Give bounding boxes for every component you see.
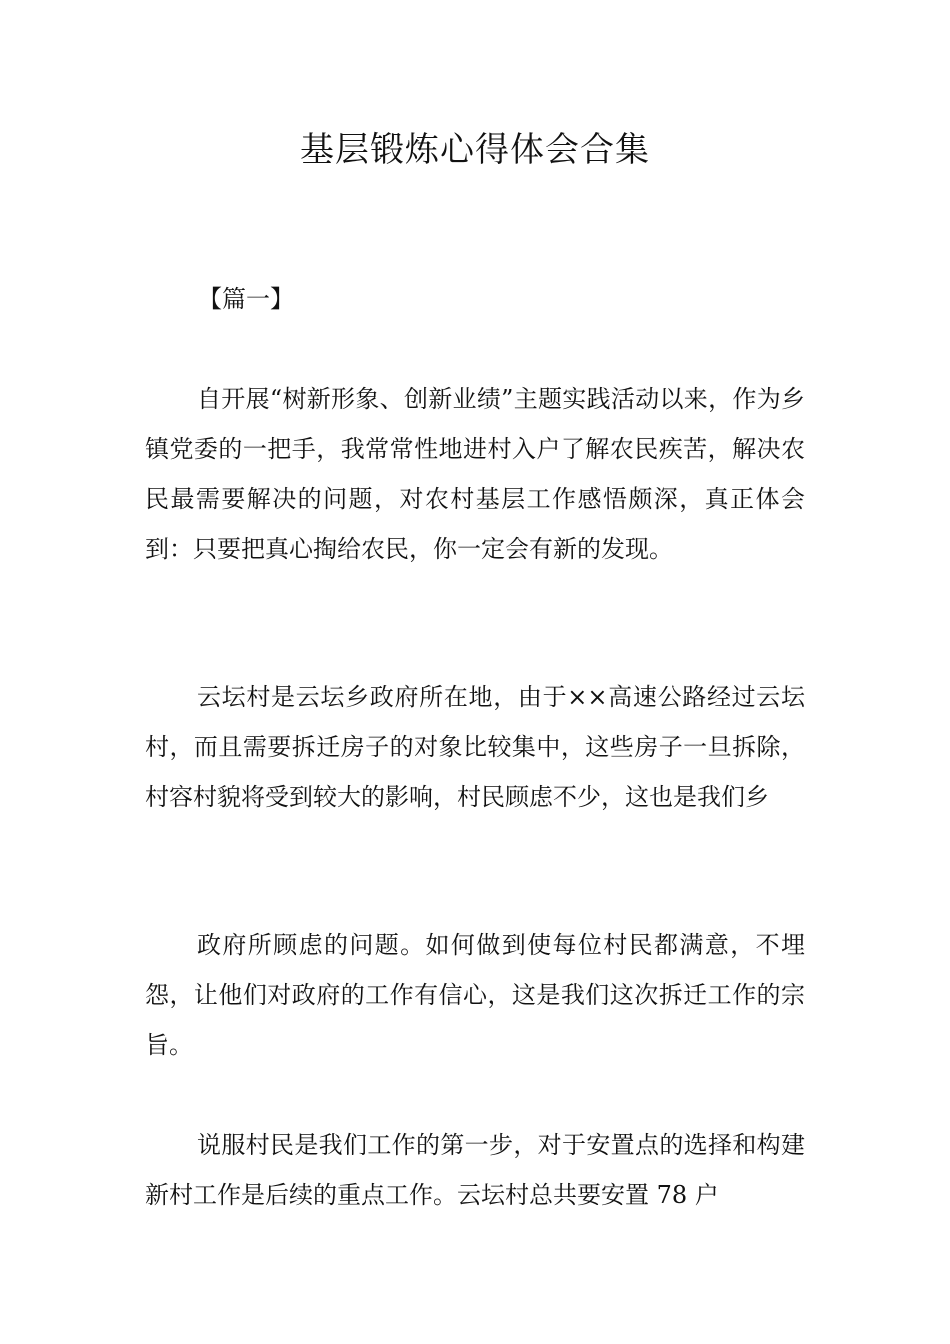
- paragraph-2: 云坛村是云坛乡政府所在地，由于××高速公路经过云坛村，而且需要拆迁房子的对象比较集中，这些房子一旦拆除，村容村貌将受到较大的影响，村民顾虑不少，这也是我们乡: [145, 683, 805, 811]
- paragraph-4: 说服村民是我们工作的第一步，对于安置点的选择和构建新村工作是后续的重点工作。云坛村总共要安置 78 户: [145, 1131, 805, 1209]
- section-label: 【篇一】: [198, 285, 294, 313]
- paragraph-1: 自开展“树新形象、创新业绩”主题实践活动以来，作为乡镇党委的一把手，我常常性地进村入户了解农民疾苦，解决农民最需要解决的问题，对农村基层工作感悟颇深，真正体会到：只要把真心掏给农民，你一定会有新的发现。: [145, 385, 805, 563]
- document-title: 基层锻炼心得体会合集: [300, 130, 650, 170]
- paragraph-3: 政府所顾虑的问题。如何做到使每位村民都满意，不埋怨，让他们对政府的工作有信心，这是我们这次拆迁工作的宗旨。: [145, 931, 805, 1059]
